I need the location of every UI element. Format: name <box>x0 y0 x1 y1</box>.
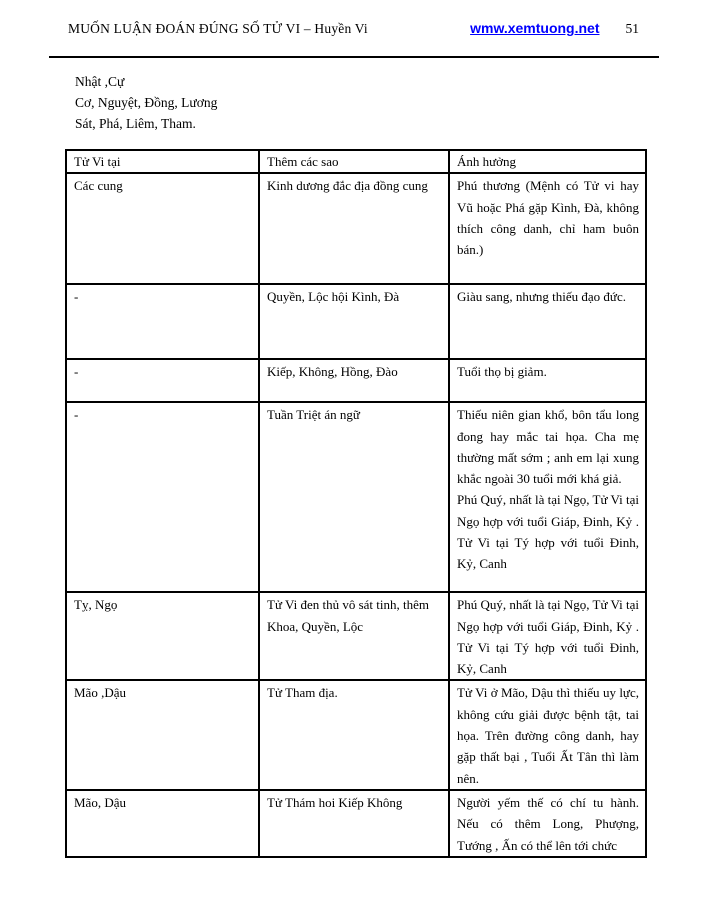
cell-tu-vi-tai: - <box>66 359 259 402</box>
table-header-row <box>66 150 646 173</box>
page-header <box>0 0 705 37</box>
cell-paragraph: Thiếu niên gian khổ, bôn tẩu long đong hay mắc tai họa. Cha mẹ thường mất sớm ; anh em lại xung khắc ngoài 30 tuổi mới khá giả. <box>457 407 639 487</box>
intro-line: Nhật ,Cự <box>75 74 125 89</box>
cell-anh-huong <box>449 359 646 402</box>
cell-tu-vi-tai: Tỵ, Ngọ <box>66 592 259 680</box>
cell-them-cac-sao: Tử Vi đen thủ vô sát tinh, thêm Khoa, Quyền, Lộc <box>259 592 449 680</box>
document-title: MUỐN LUẬN ĐOÁN ĐÚNG SỐ TỬ VI – Huyền Vi <box>68 21 368 36</box>
cell-anh-huong <box>449 284 646 359</box>
tu-vi-table <box>65 149 647 858</box>
cell-paragraph: Tuổi thọ bị giảm. <box>457 364 547 380</box>
header-divider-rule <box>49 56 659 58</box>
cell-anh-huong <box>449 592 646 680</box>
table-row <box>66 359 646 402</box>
cell-them-cac-sao: Kiếp, Không, Hồng, Đào <box>259 359 449 402</box>
cell-them-cac-sao: Tử Thám hoi Kiếp Không <box>259 790 449 857</box>
cell-paragraph: Giàu sang, nhưng thiếu đạo đức. <box>457 289 626 305</box>
table-row <box>66 592 646 680</box>
cell-them-cac-sao: Tuần Triệt án ngữ <box>259 402 449 592</box>
intro-line: Sát, Phá, Liêm, Tham. <box>75 116 196 131</box>
cell-tu-vi-tai: Mão, Dậu <box>66 790 259 857</box>
cell-anh-huong <box>449 790 646 857</box>
column-header-anh-huong: Ánh hưởng <box>449 150 646 173</box>
cell-anh-huong <box>449 402 646 592</box>
page-number: 51 <box>625 21 639 36</box>
cell-paragraph: Phú Quý, nhất là tại Ngọ, Tử Vi tại Ngọ hợp với tuổi Giáp, Đinh, Kỷ . Tử Vi tại Tý hợp với tuổi Đinh, Kỷ, Canh <box>457 597 639 677</box>
cell-tu-vi-tai: - <box>66 402 259 592</box>
cell-anh-huong <box>449 680 646 789</box>
cell-them-cac-sao: Kinh dương đắc địa đồng cung <box>259 173 449 284</box>
cell-tu-vi-tai: Các cung <box>66 173 259 284</box>
cell-tu-vi-tai: Mão ,Dậu <box>66 680 259 789</box>
website-link[interactable]: wmw.xemtuong.net <box>470 20 600 36</box>
column-header-tu-vi-tai: Tử Vi tại <box>66 150 259 173</box>
cell-paragraph: Phú thương (Mệnh có Tử vi hay Vũ hoặc Phá gặp Kình, Đà, không thích công danh, chỉ ham buôn bán.) <box>457 178 639 258</box>
table-row <box>66 173 646 284</box>
column-header-them-cac-sao: Thêm các sao <box>259 150 449 173</box>
cell-paragraph: Phú Quý, nhất là tại Ngọ, Tử Vi tại Ngọ hợp với tuổi Giáp, Đinh, Kỷ . Tử Vi tại Tý hợp với tuổi Đinh, Kỷ, Canh <box>457 492 639 572</box>
table-row <box>66 402 646 592</box>
table-row <box>66 680 646 789</box>
cell-tu-vi-tai: - <box>66 284 259 359</box>
cell-them-cac-sao: Quyền, Lộc hội Kình, Đà <box>259 284 449 359</box>
cell-paragraph: Người yếm thế có chí tu hành. Nếu có thêm Long, Phượng, Tướng , Ấn có thể lên tới chức <box>457 794 639 853</box>
intro-list <box>75 71 705 134</box>
intro-line: Cơ, Nguyệt, Đồng, Lương <box>75 95 218 110</box>
table-row <box>66 284 646 359</box>
cell-anh-huong <box>449 173 646 284</box>
table-row <box>66 790 646 857</box>
cell-them-cac-sao: Tử Tham địa. <box>259 680 449 789</box>
cell-paragraph: Tử Vi ở Mão, Dậu thì thiếu uy lực, không cứu giải được bệnh tật, tai họa. Trên đường công danh, hay gặp thất bại , Tuổi Ất Tân thì làm nên. <box>457 685 639 786</box>
